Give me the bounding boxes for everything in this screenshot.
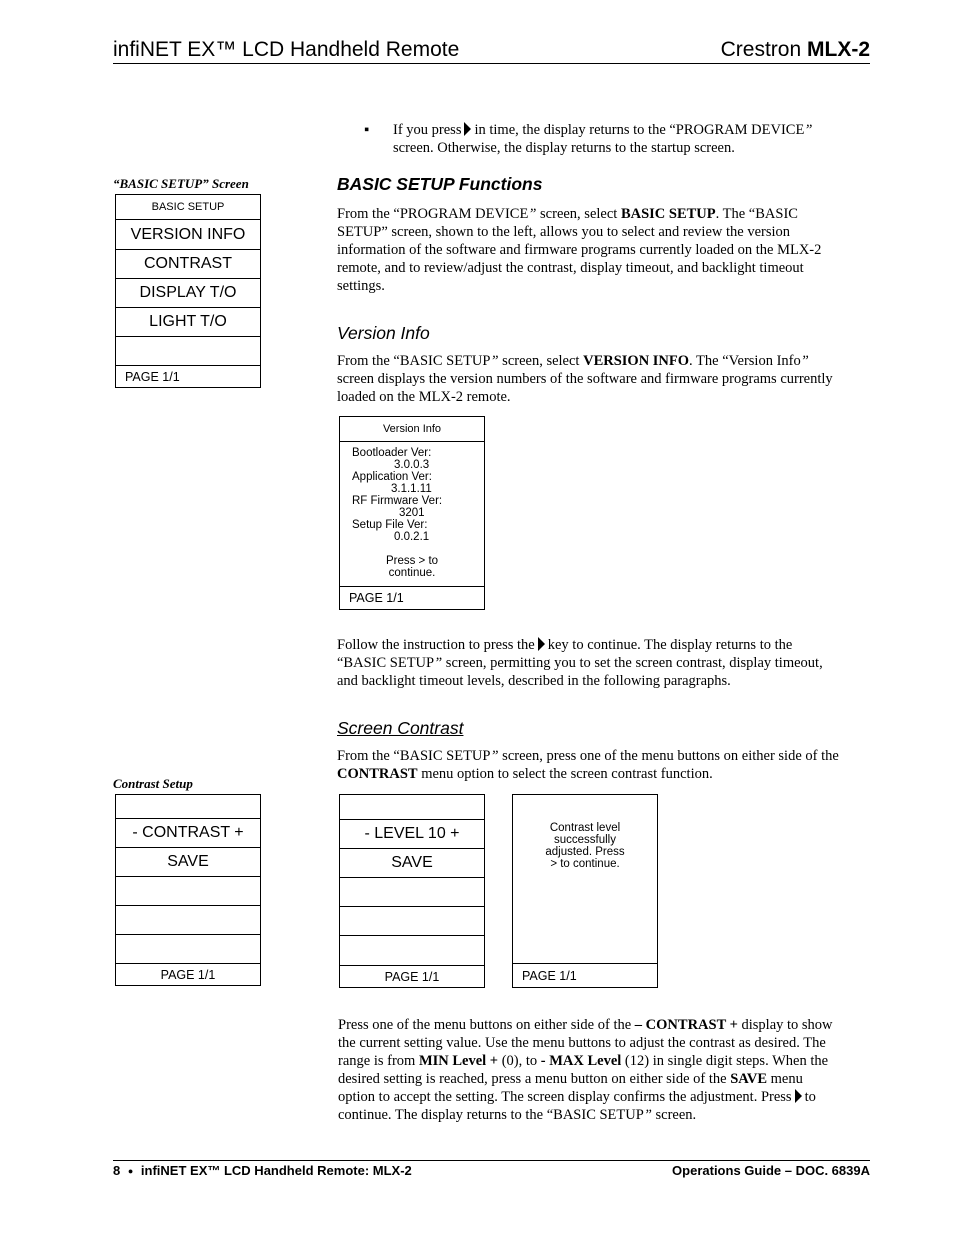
text: From the “PROGRAM DEVICE: [337, 206, 529, 222]
text: menu: [767, 1071, 803, 1087]
screen-row-empty: [340, 795, 484, 819]
follow-line-2: [337, 654, 823, 672]
menu-item-level: - LEVEL 10 +: [340, 819, 484, 848]
setup-file-label: Setup File Ver:: [352, 519, 428, 531]
basic-para-line-4: remote, and to review/adjust the contrast, display timeout, and backlight timeout: [337, 260, 804, 276]
setup-file-value: 0.0.2.1: [394, 531, 430, 543]
contrast-setup-caption: Contrast Setup: [113, 776, 193, 791]
basic-para-line-2: SETUP” screen, shown to the left, allows you to select and review the version: [337, 224, 791, 240]
heading-basic-setup: BASIC SETUP Functions: [337, 174, 543, 194]
quote: ”: [800, 353, 809, 369]
application-value: 3.1.1.11: [391, 483, 432, 495]
screen-row-empty: [116, 934, 260, 963]
text: desired setting is reached, press a menu button on either side of the: [338, 1071, 731, 1087]
text: display to show: [737, 1017, 833, 1033]
bold-term: CONTRAST: [337, 766, 418, 782]
right-arrow-icon: [795, 1089, 802, 1103]
screen-row-empty: [116, 905, 260, 934]
text: From the “BASIC SETUP: [337, 748, 491, 764]
text: From the “BASIC SETUP: [337, 353, 491, 369]
contrast-setup-screen: [115, 794, 261, 986]
text: Follow the instruction to press the: [337, 637, 535, 653]
contrast-confirm-screen: [512, 794, 658, 988]
bullet-text-b: in time, the display returns to the “PROGRAM DEVICE: [474, 122, 805, 138]
bootloader-value: 3.0.0.3: [394, 459, 430, 471]
final-line-2: the current setting value. Use the menu buttons to adjust the contrast as desired. The: [338, 1035, 826, 1051]
level-screen: [339, 794, 485, 988]
final-line-3: [338, 1052, 828, 1070]
page-number: 8: [113, 1163, 121, 1178]
confirm-line: > to continue.: [550, 858, 620, 870]
menu-item-save: SAVE: [116, 847, 260, 876]
footer-left: [113, 1163, 412, 1178]
footer-right: Operations Guide – DOC. 6839A: [672, 1163, 870, 1178]
contrast-para-line-1: [337, 747, 839, 765]
text: screen.: [651, 1107, 697, 1123]
bold-term: BASIC SETUP: [620, 206, 716, 222]
text: “BASIC SETUP: [337, 655, 435, 671]
right-arrow-icon: [464, 122, 471, 136]
basic-setup-screen: [115, 194, 261, 388]
confirm-message: [513, 822, 657, 870]
basic-para-line-1: [337, 205, 798, 223]
rf-firmware-label: RF Firmware Ver:: [352, 495, 443, 507]
bullet-separator: ●: [127, 1166, 134, 1176]
menu-item-display-timeout: DISPLAY T/O: [116, 278, 260, 307]
basic-setup-caption: “BASIC SETUP” Screen: [113, 176, 249, 191]
quote: ”: [643, 1107, 652, 1123]
basic-para-line-3: information of the software and firmware programs currently loaded on the MLX-2: [337, 242, 822, 258]
bullet-quote: ”: [804, 122, 813, 138]
text: screen, press one of the menu buttons on either side of the: [498, 748, 839, 764]
rf-firmware-value: 3201: [399, 507, 425, 519]
follow-line-1: [337, 636, 792, 654]
bold-term: SAVE: [730, 1071, 768, 1087]
final-line-1: [338, 1016, 833, 1034]
text: screen, permitting you to set the screen contrast, display timeout,: [442, 655, 823, 671]
press-continue-1: Press > to: [385, 555, 439, 567]
confirm-line: Contrast level: [549, 822, 621, 834]
header-rule: [113, 63, 870, 64]
text: continue. The display returns to the “BASIC SETUP: [338, 1107, 644, 1123]
bold-term: VERSION INFO: [583, 353, 690, 369]
page-indicator: PAGE 1/1: [340, 965, 484, 987]
bold-term: MIN Level +: [418, 1053, 499, 1069]
screen-row-empty: [340, 877, 484, 906]
quote: ”: [490, 353, 499, 369]
screen-row-empty: [116, 876, 260, 905]
version-screen-title: Version Info: [382, 423, 442, 435]
menu-item-light-timeout: LIGHT T/O: [116, 307, 260, 336]
version-para-line-2: screen displays the version numbers of the software and firmware programs currently: [337, 371, 833, 387]
page-indicator: PAGE 1/1: [116, 963, 260, 985]
text: menu option to select the screen contrast function.: [417, 766, 713, 782]
version-info-screen: [339, 416, 485, 610]
text: key to continue. The display returns to the: [547, 637, 793, 653]
application-label: Application Ver:: [352, 471, 432, 483]
bootloader-label: Bootloader Ver:: [352, 447, 432, 459]
header-brand: [721, 38, 870, 62]
footer-doc-title: infiNET EX™ LCD Handheld Remote: MLX-2: [140, 1163, 412, 1178]
screen-row-empty: [116, 795, 260, 818]
footer-rule: [113, 1160, 870, 1161]
bold-term: - MAX Level: [540, 1053, 622, 1069]
heading-screen-contrast: Screen Contrast: [337, 718, 464, 738]
quote: ”: [434, 655, 443, 671]
bullet-text-a: If you press: [393, 122, 462, 138]
confirm-line: adjusted. Press: [545, 846, 625, 858]
menu-item-contrast: CONTRAST: [116, 249, 260, 278]
text: screen, select: [498, 353, 584, 369]
basic-setup-title: BASIC SETUP: [151, 201, 225, 213]
quote: ”: [490, 748, 499, 764]
version-para-line-1: [337, 352, 809, 370]
menu-item-contrast-adjust: - CONTRAST +: [116, 818, 260, 847]
version-screen-body: [340, 441, 484, 586]
text: Press one of the menu buttons on either side of the: [338, 1017, 635, 1033]
text: screen, select: [536, 206, 621, 222]
screen-row-empty: [340, 906, 484, 935]
bullet-marker: ▪: [364, 122, 370, 138]
follow-line-3: and backlight timeout levels, described in the following paragraphs.: [337, 673, 731, 689]
final-line-4: [338, 1070, 803, 1088]
page-indicator: PAGE 1/1: [340, 586, 484, 609]
contrast-para-line-2: [337, 765, 713, 783]
header-model: MLX-2: [807, 38, 870, 61]
menu-item-save: SAVE: [340, 848, 484, 877]
menu-item-empty: [116, 336, 260, 365]
page-indicator: PAGE 1/1: [513, 963, 657, 987]
basic-para-line-5: settings.: [337, 278, 385, 294]
menu-item-version-info: VERSION INFO: [116, 219, 260, 249]
page-indicator: PAGE 1/1: [116, 365, 260, 387]
press-continue-2: continue.: [388, 567, 436, 579]
confirm-line: successfully: [554, 834, 616, 846]
text: option to accept the setting. The screen display confirms the adjustment. Press: [338, 1089, 792, 1105]
text: . The “Version Info: [689, 353, 801, 369]
header-brand-name: Crestron: [720, 38, 802, 61]
heading-version-info: Version Info: [337, 323, 430, 343]
quote: ”: [528, 206, 537, 222]
bullet-line-1: [393, 121, 812, 139]
text: (0), to: [498, 1053, 541, 1069]
text: . The “BASIC: [715, 206, 798, 222]
bold-term: – CONTRAST +: [634, 1017, 738, 1033]
text: (12) in single digit steps. When the: [621, 1053, 829, 1069]
text: to: [804, 1089, 816, 1105]
bullet-line-2: screen. Otherwise, the display returns to the startup screen.: [393, 140, 735, 156]
header-title: infiNET EX™ LCD Handheld Remote: [113, 38, 460, 61]
text: range is from: [338, 1053, 419, 1069]
right-arrow-icon: [538, 637, 545, 651]
screen-row-empty: [340, 935, 484, 965]
final-line-6: [338, 1106, 696, 1124]
final-line-5: [338, 1088, 816, 1106]
version-para-line-3: loaded on the MLX-2 remote.: [337, 389, 511, 405]
